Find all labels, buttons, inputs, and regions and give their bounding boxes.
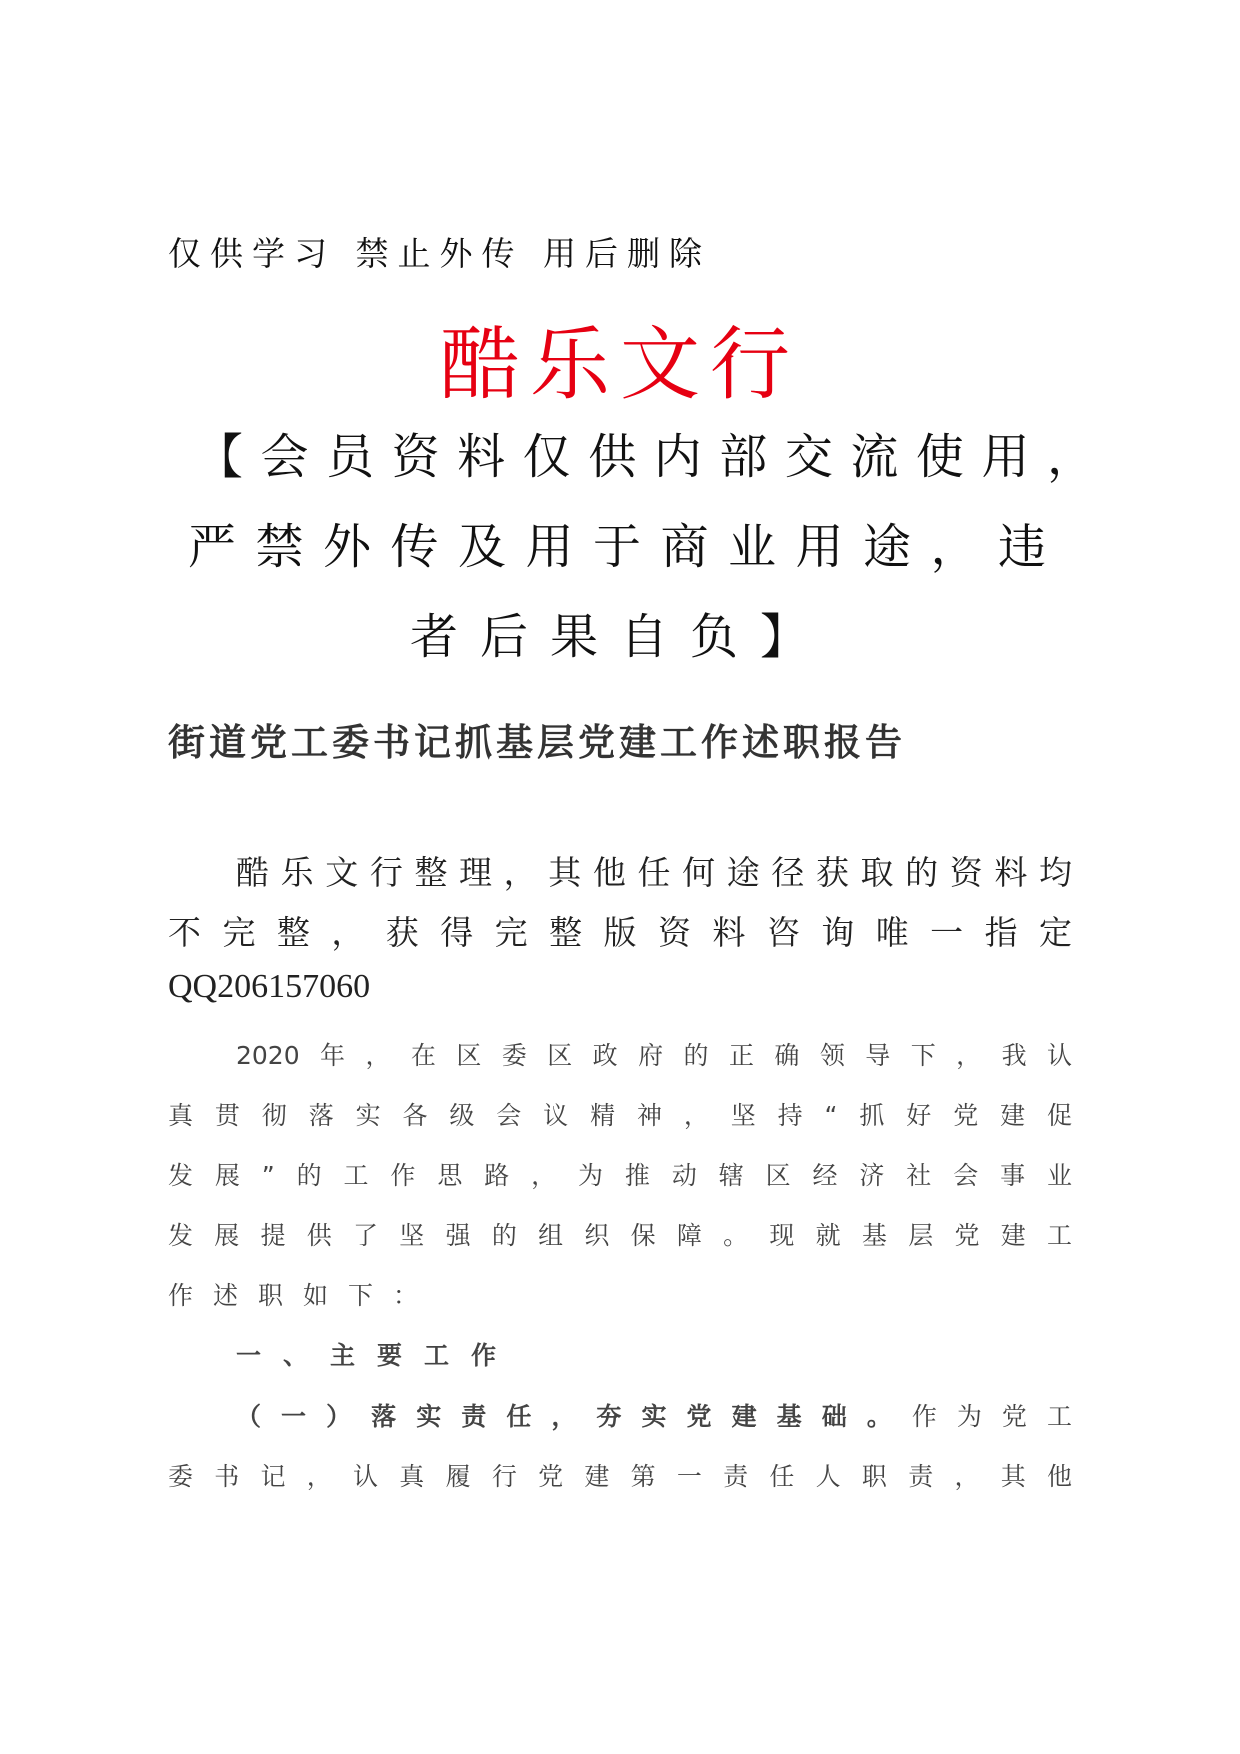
- brand-title: 酷乐文行: [440, 318, 800, 411]
- body-line: 2020年，在区委区政府的正确领导下，我认: [236, 1041, 1072, 1070]
- body-line: 作述职如下：: [168, 1281, 439, 1310]
- body-line: 发展”的工作思路，为推动辖区经济社会事业: [168, 1161, 1072, 1190]
- contact-qq: QQ206157060: [168, 968, 371, 1005]
- subsection-heading: （一）落实责任，夯实党建基础。: [236, 1402, 912, 1431]
- body-line: 发展提供了坚强的组织保障。现就基层党建工: [168, 1221, 1072, 1250]
- intro-line: 不完整，获得完整版资料咨询唯一指定: [168, 913, 1072, 952]
- body-line: 委书记，认真履行党建第一责任人职责，其他: [168, 1462, 1072, 1491]
- document-title: 街道党工委书记抓基层党建工作述职报告: [168, 721, 906, 764]
- warning-line: 【会员资料仅供内部交流使用，: [195, 429, 1095, 485]
- notice-text: 仅供学习 禁止外传 用后删除: [168, 234, 711, 273]
- intro-line: 酷乐文行整理，其他任何途径获取的资料均: [236, 853, 1072, 892]
- body-line: 真贯彻落实各级会议精神，坚持“抓好党建促: [168, 1101, 1072, 1130]
- warning-line: 者后果自负】: [409, 609, 830, 665]
- section-heading: 一、主要工作: [236, 1341, 519, 1370]
- body-line: [236, 1397, 1072, 1433]
- warning-line: 严禁外传及用于商业用途，违: [188, 519, 1046, 575]
- body-text: 作为党工: [911, 1402, 1072, 1431]
